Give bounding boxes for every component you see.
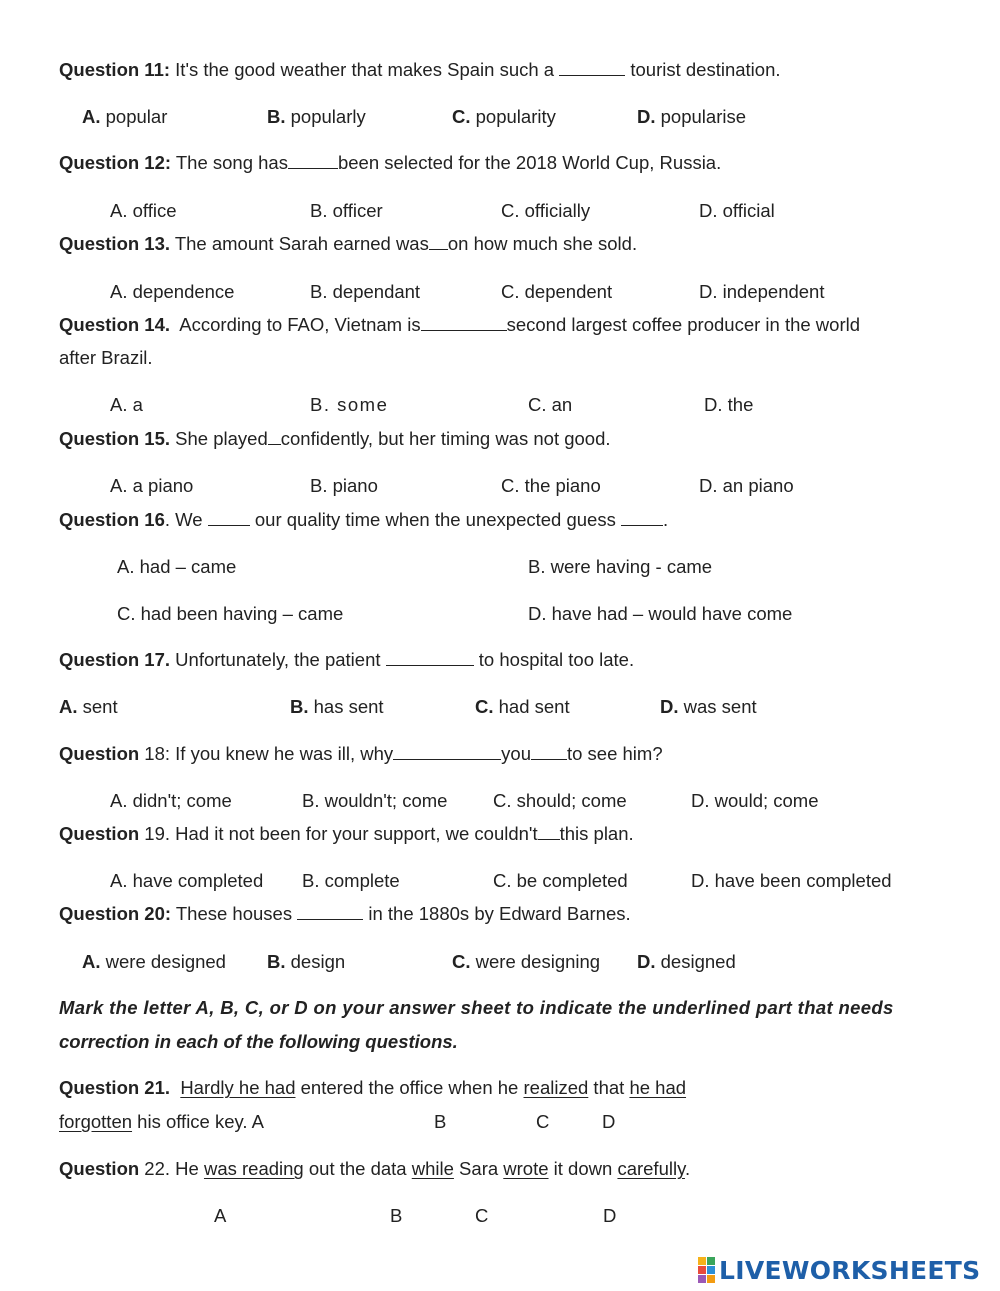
answer-blank[interactable] [621, 510, 663, 526]
option-c[interactable]: C. had been having – came [117, 603, 344, 624]
answer-blank[interactable] [538, 824, 560, 840]
option-d[interactable]: D. have had – would have come [528, 603, 793, 624]
option-d[interactable]: D. popularise [637, 106, 747, 127]
answer-blank[interactable] [268, 429, 281, 445]
option-a[interactable]: A. didn't; come [110, 790, 232, 811]
underlined-part-d[interactable]: forgotten [59, 1111, 133, 1132]
option-c[interactable]: C. officially [501, 200, 591, 221]
letter-c: C [475, 1205, 489, 1226]
underlined-part-a[interactable]: was reading [203, 1158, 304, 1179]
question-20-stem: Question 20: These houses in the 1880s by Edward Barnes. [59, 903, 631, 924]
question-11-stem: Question 11: It's the good weather that makes Spain such a tourist destination. [59, 59, 781, 80]
answer-blank[interactable] [559, 60, 625, 76]
option-c[interactable]: C. be completed [493, 870, 628, 891]
answer-blank[interactable] [531, 744, 567, 760]
option-c[interactable]: C. were designing [452, 951, 601, 972]
option-a[interactable]: A. have completed [110, 870, 264, 891]
answer-blank[interactable] [288, 153, 338, 169]
option-d[interactable]: D. designed [637, 951, 736, 972]
option-d[interactable]: D. the [704, 394, 754, 415]
option-b[interactable]: B. dependant [310, 281, 421, 302]
question-19-stem: Question 19. Had it not been for your support, we couldn't this plan. [59, 823, 634, 844]
option-a[interactable]: A. were designed [82, 951, 226, 972]
option-d[interactable]: D. would; come [691, 790, 819, 811]
question-17-stem: Question 17. Unfortunately, the patient to hospital too late. [59, 649, 635, 670]
question-21-stem: Question 21. Hardly he had entered the office when he realized that he had [59, 1077, 687, 1098]
letter-b: B [434, 1111, 447, 1132]
option-b[interactable]: B. some [310, 394, 389, 415]
question-21-line-2: forgotten his office key. A [59, 1111, 264, 1132]
option-a[interactable]: A. office [110, 200, 177, 221]
option-c[interactable]: C. should; come [493, 790, 627, 811]
liveworksheets-mark-icon [698, 1257, 715, 1283]
option-d[interactable]: D. was sent [660, 696, 757, 717]
option-a[interactable]: A. sent [59, 696, 118, 717]
option-b[interactable]: B. piano [310, 475, 378, 496]
option-b[interactable]: B. design [267, 951, 346, 972]
answer-blank[interactable] [386, 650, 474, 666]
option-a[interactable]: A. popular [82, 106, 168, 127]
option-c[interactable]: C. the piano [501, 475, 601, 496]
underlined-part-b[interactable]: while [411, 1158, 454, 1179]
question-16-stem: Question 16. We our quality time when the unexpected guess . [59, 509, 669, 530]
option-b[interactable]: B. popularly [267, 106, 366, 127]
underlined-part-d[interactable]: carefully [617, 1158, 685, 1179]
answer-blank[interactable] [429, 234, 448, 250]
instruction-line-2: correction in each of the following questions. [59, 1031, 458, 1052]
letter-c: C [536, 1111, 550, 1132]
option-c[interactable]: C. an [528, 394, 573, 415]
underlined-part-a[interactable]: Hardly he had [180, 1077, 296, 1098]
answer-blank[interactable] [297, 904, 363, 920]
question-14-stem: Question 14. According to FAO, Vietnam is second largest coffee producer in the world [59, 314, 861, 335]
question-12-stem: Question 12: The song has been selected for the 2018 World Cup, Russia. [59, 152, 722, 173]
option-a[interactable]: A. dependence [110, 281, 235, 302]
answer-blank[interactable] [393, 744, 501, 760]
instruction-line-1: Mark the letter A, B, C, or D on your answer sheet to indicate the underlined part that needs [59, 997, 894, 1018]
answer-blank[interactable] [421, 315, 507, 331]
answer-blank[interactable] [208, 510, 250, 526]
letter-d: D [602, 1111, 616, 1132]
underlined-part-c[interactable]: he had [629, 1077, 687, 1098]
liveworksheets-logo [698, 1254, 980, 1286]
question-22-stem: Question 22. He was reading out the data while Sara wrote it down carefully. [59, 1158, 691, 1179]
underlined-part-b[interactable]: realized [523, 1077, 589, 1098]
option-d[interactable]: D. official [699, 200, 775, 221]
question-15-stem: Question 15. She played confidently, but her timing was not good. [59, 428, 611, 449]
option-d[interactable]: D. have been completed [691, 870, 892, 891]
underlined-part-c[interactable]: wrote [503, 1158, 549, 1179]
question-13-stem: Question 13. The amount Sarah earned was on how much she sold. [59, 233, 638, 254]
option-c[interactable]: C. dependent [501, 281, 613, 302]
option-c[interactable]: C. had sent [475, 696, 570, 717]
letter-d: D [603, 1205, 617, 1226]
brand-name: LIVEWORKSHEETS [719, 1255, 981, 1285]
option-a[interactable]: A. had – came [117, 556, 237, 577]
option-b[interactable]: B. were having - came [528, 556, 713, 577]
letter-a: A [214, 1205, 227, 1226]
option-b[interactable]: B. officer [310, 200, 383, 221]
option-a[interactable]: A. a [110, 394, 143, 415]
question-14-stem-line2: after Brazil. [59, 347, 153, 368]
letter-b: B [390, 1205, 403, 1226]
option-b[interactable]: B. has sent [290, 696, 384, 717]
option-a[interactable]: A. a piano [110, 475, 194, 496]
option-d[interactable]: D. independent [699, 281, 825, 302]
option-b[interactable]: B. complete [302, 870, 400, 891]
option-d[interactable]: D. an piano [699, 475, 794, 496]
option-b[interactable]: B. wouldn't; come [302, 790, 448, 811]
option-c[interactable]: C. popularity [452, 106, 556, 127]
question-18-stem: Question 18: If you knew he was ill, why you to see him? [59, 743, 663, 764]
